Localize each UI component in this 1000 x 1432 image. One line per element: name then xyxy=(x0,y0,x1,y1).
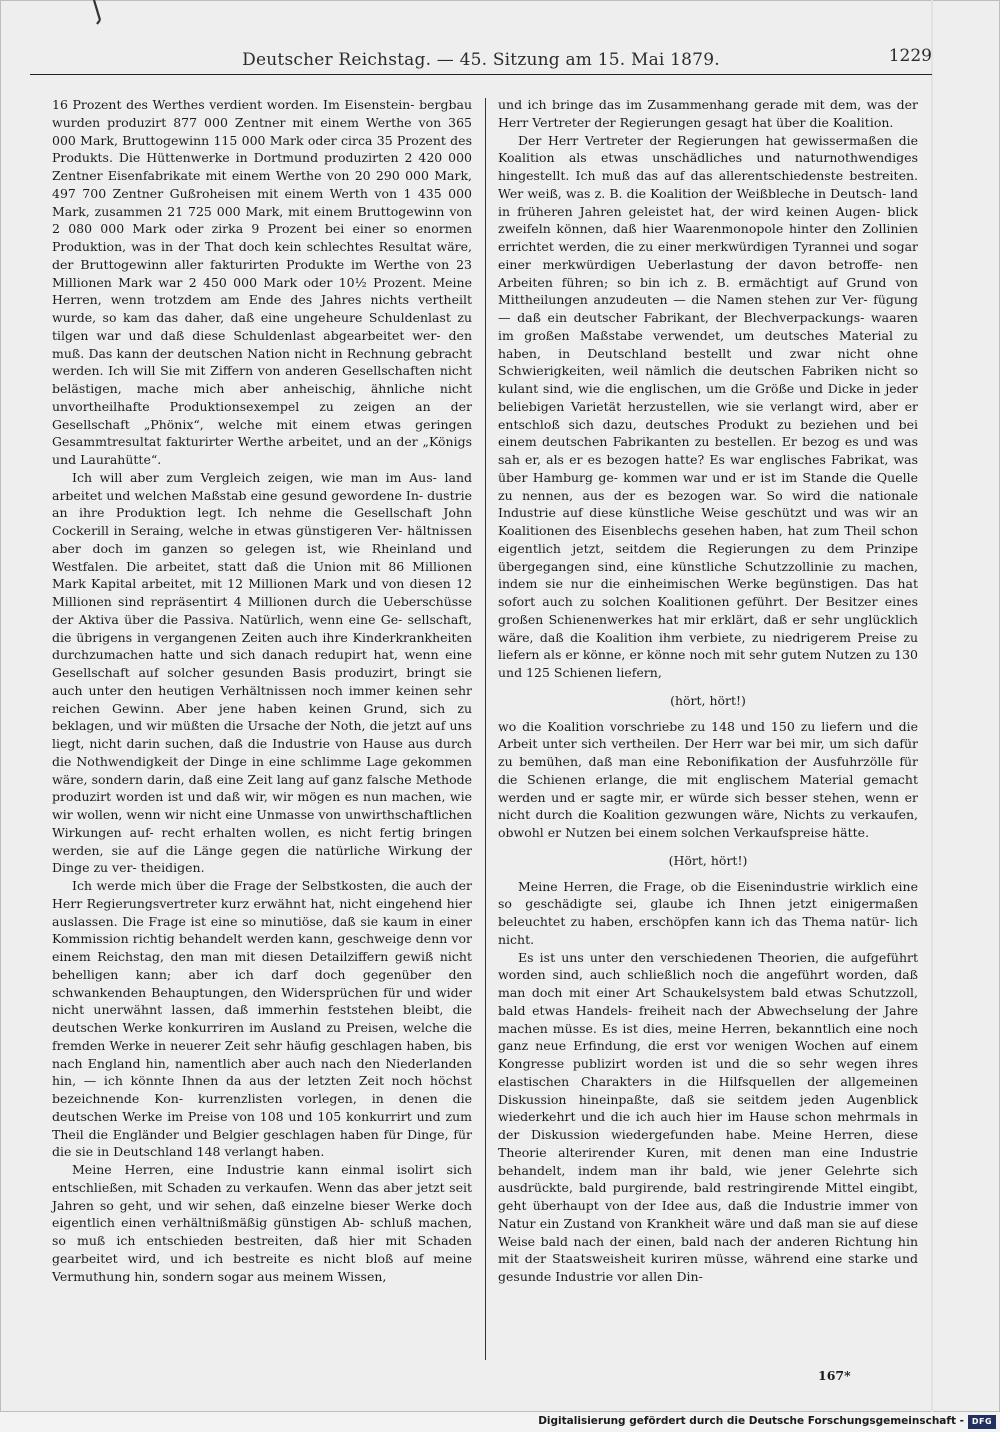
interjection: (hört, hört!) xyxy=(670,692,746,708)
paragraph: Der Herr Vertreter der Regierungen hat gewissermaßen die Koalition als etwas unschädliches und naturnothwendiges hingestellt. Ich muß das auf das allerentschiedenste bestreiten. Wer weiß, was z. B. die Koalition der Weißbleche in Deutsch- land in früheren Jahren geleistet hat, der wird keinen Augen- blick zweifeln können, daß hier Waarenmonopole hinter den Zollinien errichtet werden, die zu einer merkwürdigen Tyrannei und sogar einer merkwürdigen Ueberlastung der davon betroffe- nen Arbeiten führen; so bin ich z. B. ermächtigt auf Grund von Mittheilungen anzudeuten — die Namen stehen zur Ver- fügung — daß ein deutscher Fabrikant, der Blechverpackungs- waaren im großen Maßstabe verwendet, um deutsches Material zu haben, in Deutschland bestellt und zwar nicht ohne Schwierigkeiten, weil nämlich die deutschen Fabriken nicht so kulant sind, wie die englischen, um die Größe und Dicke in jeder beliebigen Varietät herzustellen, wie sie verlangt wird, aber er entschloß sich dazu, deutsches Produkt zu beziehen und bei einem deutschen Fabrikanten zu bestellen. Er bezog es und was sah er, als er es bezogen hatte? Es war englisches Fabrikat, was über Hamburg ge- kommen war und er ist im Stande die Quelle zu nennen, aus der es bezogen war. So wird die nationale Industrie auf diese künstliche Weise geschützt und was wir an Koalitionen des Eisenblechs gesehen haben, hat zum Theil schon eigentlich jetzt, seitdem die Regierungen zu dem Prinzipe übergegangen sind, eine künstliche Schutzzollinie zu machen, indem sie nur die einheimischen Werke begünstigen. Das hat sofort auch zu solchen Koalitionen geführt. Der Besitzer eines großen Schienenwerkes hat mir erklärt, daß er sehr unglücklich wäre, daß die Koalition ihm verbiete, zu niedrigerem Preise zu liefern als er könne, er könne noch mit sehr gutem Nutzen zu 130 und 125 Schienen liefern, xyxy=(498,132,918,680)
page-header xyxy=(30,44,932,74)
dfg-logo: DFG xyxy=(968,1415,996,1429)
paragraph: Es ist uns unter den verschiedenen Theorien, die aufgeführt worden sind, auch schließlich noch die angeführt worden, daß man doch mit einer Art Schaukelsystem bald etwas Schutzzoll, bald etwas Handels- freiheit nach der Abwechselung der Jahre machen müsse. Es ist dies, meine Herren, bekanntlich eine noch ganz neue Erfindung, die erst vor wenigen Wochen auf einem Kongresse publizirt worden ist und die so sehr wegen ihres elastischen Charakters in die Hilfsquellen der allgemeinen Diskussion hineinpaßte, daß sie seitdem jeden Augenblick wiederkehrt und die ich auch hier im Hause schon mehrmals in der Diskussion wiedergefunden habe. Meine Herren, diese Theorie alterirender Kuren, mit denen man eine Industrie behandelt, indem man ihr bald, wie jener Gelehrte sich ausdrückte, bald purgirende, bald restringirende Mittel eingibt, geht überhaupt von der Idee aus, daß die Industrie immer von Natur ein Zustand von Krankheit wäre und daß man sie auf diese Weise bald nach der einen, bald nach der anderen Richtung hin mit der Staatsweisheit kuriren müsse, während eine starke und gesunde Industrie vor allen Din- xyxy=(498,949,918,1284)
paragraph: Meine Herren, eine Industrie kann einmal isolirt sich entschließen, mit Schaden zu verkaufen. Wenn das aber jetzt seit Jahren so geht, und wir sehen, daß einzelne bieser Werke doch eigentlich einen verhältnißmäßig günstigen Ab- schluß machen, so muß ich entschieden bestreiten, daß hier mit Schaden gearbeitet wird, und ich bestreite es nicht bloß auf meine Vermuthung hin, sondern sogar aus meinem Wissen, xyxy=(52,1162,472,1284)
scan-corner-mark xyxy=(84,0,124,28)
paragraph: und ich bringe das im Zusammenhang gerade mit dem, was der Herr Vertreter der Regierungen gesagt hat über die Koalition. xyxy=(498,97,918,130)
paragraph: Ich werde mich über die Frage der Selbstkosten, die auch der Herr Regierungsvertreter kurz erwähnt hat, nicht eingehend hier auslassen. Die Frage ist eine so minutiöse, daß sie kaum in einer Kommission richtig behandelt werden kann, geschweige denn vor einem Reichstag, den man mit diesen Detailziffern gewiß nicht behelligen kann; aber ich darf doch gegenüber den schwankenden Behauptungen, den Widersprüchen für und wider nicht unerwähnt lassen, daß immerhin feststehen bleibt, die deutschen Werke konkurriren im Ausland zu Preisen, welche die fremden Werke in neuerer Zeit sehr häufig geschlagen haben, bis nach England hin, namentlich aber auch nach den Niederlanden hin, — ich könnte Ihnen da aus der letzten Zeit noch höchst bezeichnende Kon- kurrenzlisten vorlegen, in denen die deutschen Werke im Preise von 108 und 105 konkurrirt und zum Theil die Engländer und Belgier geschlagen haben für Dinge, für die sie in Deutschland 148 verlangt haben. xyxy=(52,878,472,1160)
footer-bar xyxy=(0,1412,1000,1432)
funding-credit: Digitalisierung gefördert durch die Deutsche Forschungsgemeinschaft - xyxy=(538,1415,964,1427)
interjection: (Hört, hört!) xyxy=(668,852,748,868)
left-column xyxy=(52,96,472,1376)
paragraph: wo die Koalition vorschriebe zu 148 und 150 zu liefern und die Arbeit unter sich vertheilen. Der Herr war bei mir, um sich dafür zu bemühen, daß man eine Rebonifikation der Ausfuhrzölle für die Schienen erlange, die mit englischem Material gemacht werden und er sagte mir, er würde sich besser stehen, wenn er nicht durch die Koalition gezwungen wäre, Nichts zu verkaufen, obwohl er Nutzen bei einem solchen Verkaufspreise hätte. xyxy=(498,718,918,840)
paragraph: Meine Herren, die Frage, ob die Eisenindustrie wirklich eine so geschädigte sei, glaube ich Ihnen jetzt einigermaßen beleuchtet zu haben, erschöpfen kann ich das Thema natür- lich nicht. xyxy=(498,878,918,947)
page-number: 1229 xyxy=(888,46,932,66)
paragraph: 16 Prozent des Werthes verdient worden. Im Eisenstein- bergbau wurden produzirt 877 000 Zentner mit einem Werthe von 365 000 Mark, Bruttogewinn 115 000 Mark oder circa 35 Prozent des Produkts. Die Hüttenwerke in Dortmund produzirten 2 420 000 Zentner Eisenfabrikate mit einem Werthe von 20 290 000 Mark, 497 700 Zentner Gußroheisen mit einem Werth von 1 435 000 Mark, zusammen 21 725 000 Mark, mit einem Bruttogewinn von 2 080 000 Mark oder zirka 9 Prozent bei einer so enormen Produktion, was in der That doch kein schlechtes Resultat wäre, der Bruttogewinn aller fakturirten Produkte im Werthe von 23 Millionen Mark war 2 450 000 Mark oder 10½ Prozent. Meine Herren, wenn trotzdem am Ende des Jahres nichts vertheilt wurde, so kam das daher, daß eine ungeheure Schuldenlast zu tilgen war und daß diese Schuldenlast abgearbeitet wer- den muß. Das kann der deutschen Nation nicht in Rechnung gebracht werden. Ich will Sie mit Ziffern von anderen Gesellschaften nicht belästigen, mache mich aber anheischig, ähnliche nicht unvortheilhafte Produktionsexempel zu zeigen an der Gesellschaft „Phönix“, welche mit einem etwas geringen Gesammtresultat fakturirter Werthe arbeitet, und an der „Königs und Laurahütte“. xyxy=(52,97,472,467)
header-rule xyxy=(30,74,932,75)
running-head: Deutscher Reichstag. — 45. Sitzung am 15. Mai 1879. xyxy=(242,50,720,70)
column-divider xyxy=(485,98,486,1360)
paragraph: Ich will aber zum Vergleich zeigen, wie man im Aus- land arbeitet und welchen Maßstab eine gesund gewordene In- dustrie an ihre Produktion legt. Ich nehme die Gesellschaft John Cockerill in Seraing, welche in etwas günstigeren Ver- hältnissen aber doch im ganzen so gelegen ist, wie Rheinland und Westfalen. Die arbeitet, statt daß die Union mit 86 Millionen Mark Kapital arbeitet, mit 12 Millionen Mark und von diesen 12 Millionen sind repräsentirt 4 Millionen durch die Ueberschüsse der Aktiva über die Passiva. Natürlich, wenn eine Ge- sellschaft, die übrigens in vergangenen Zeiten auch ihre Kinderkrankheiten durchzumachen hatte und sich danach redupirt hat, wenn eine Gesellschaft auf solcher gesunden Basis produzirt, bringt sie auch unter den heutigen Verhältnissen noch immer keinen sehr reichen Gewinn. Aber jene haben keinen Grund, sich zu beklagen, und wir müßten die Ursache der Noth, die jetzt auf uns liegt, nicht darin suchen, daß die Industrie von Hause aus durch die Nothwendigkeit der Dinge in eine schlimme Lage gekommen wäre, sondern darin, daß eine Zeit lang auf ganz falsche Methode produzirt worden ist und daß wir, wir mögen es nun machen, wie wir wollen, wenn wir nicht eine Unmasse von unwirthschaftlichen Wirkungen auf- recht erhalten wollen, es nicht fertig bringen werden, sie auf die Länge gegen die natürliche Wirkung der Dinge zu ver- theidigen. xyxy=(52,469,472,876)
signature-mark: 167* xyxy=(818,1368,851,1383)
right-column xyxy=(498,96,918,1366)
